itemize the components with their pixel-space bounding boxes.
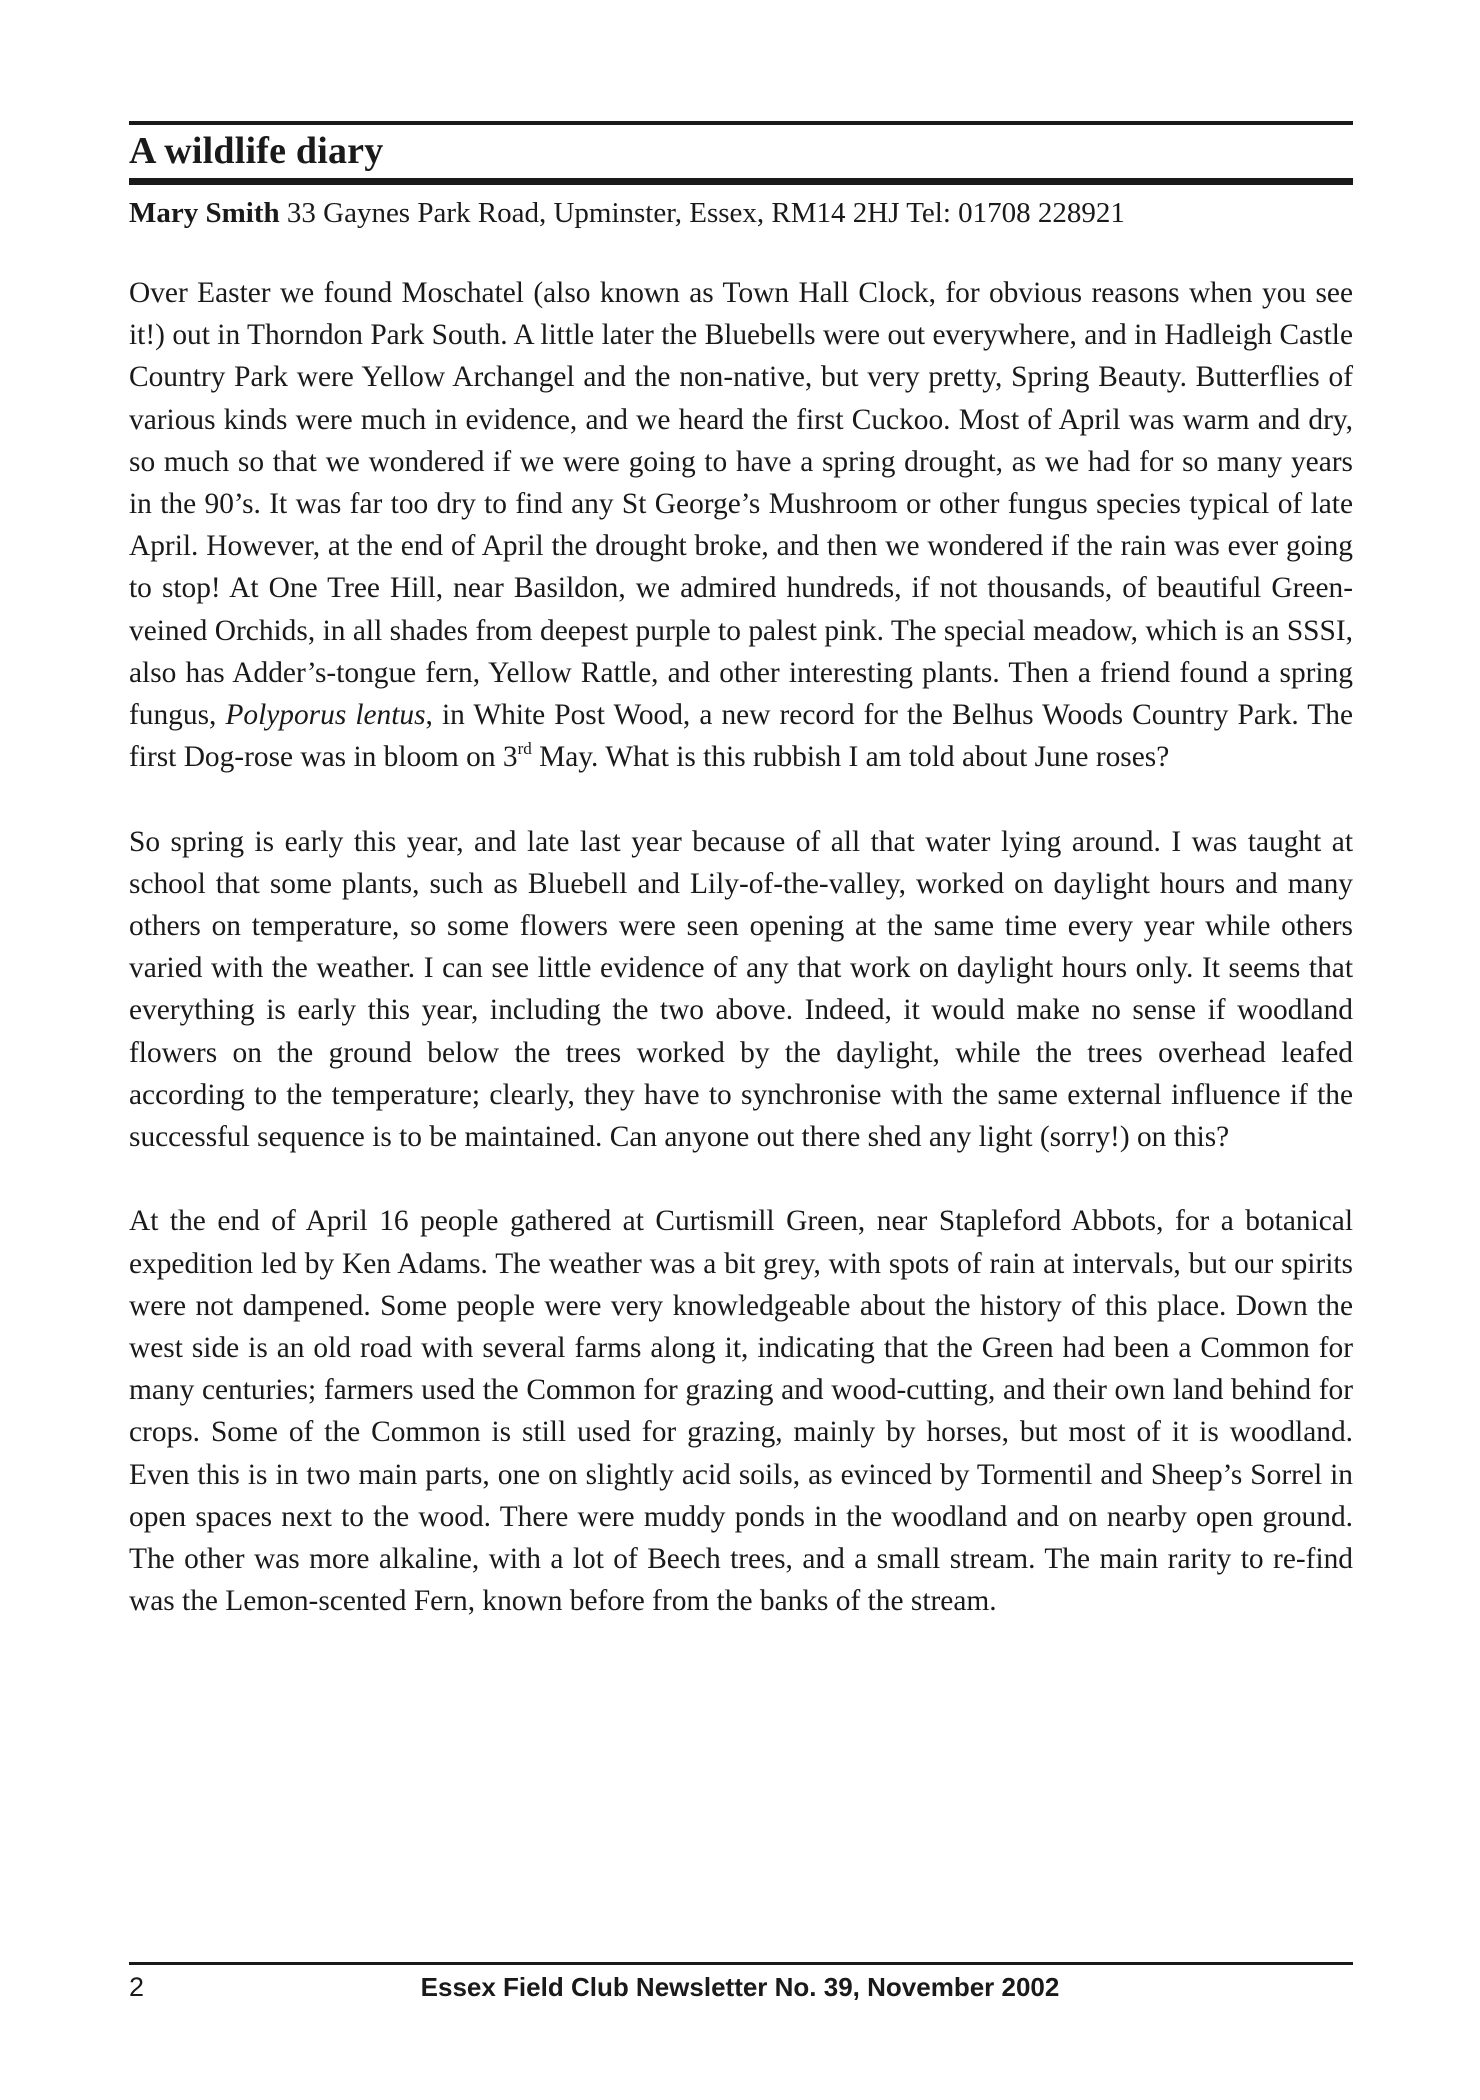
publication-title: Essex Field Club Newsletter No. 39, November 2002 xyxy=(420,1972,1060,2002)
author-address: 33 Gaynes Park Road, Upminster, Essex, RM14 2HJ Tel: 01708 228921 xyxy=(286,197,1125,229)
page-number: 2 xyxy=(129,1972,145,2002)
paragraph-3: At the end of April 16 people gathered at Curtismill Green, near Stapleford Abbots, for a botanical expedition led by Ken Adams. The weather was a bit grey, with spots of rain at intervals, but our spirits were not dampened. Some people were very knowledgeable about the history of this place. Down the west side is an old road with several farms along it, indicating that the Green had been a Common for many centuries; farmers used the Common for grazing and wood-cutting, and their own land behind for crops. Some of the Common is still used for grazing, mainly by horses, but most of it is woodland. Even this is in two main parts, one on slightly acid soils, as evinced by Tormentil and Sheep’s Sorrel in open spaces next to the wood. There were muddy ponds in the woodland and on nearby open ground. The other was more alkaline, with a lot of Beech trees, and a small stream. The main rarity to re-find was the Lemon-scented Fern, known before from the banks of the stream. xyxy=(129,1205,1353,1618)
article-title: A wildlife diary xyxy=(129,130,384,172)
title-rule xyxy=(129,178,1353,185)
paragraph-1-text-c: May. What is this rubbish I am told about June roses? xyxy=(531,741,1170,774)
article-body xyxy=(129,272,1353,1665)
species-name: Polyporus lentus xyxy=(225,699,426,732)
paragraph-1 xyxy=(129,272,1353,778)
ordinal-suffix: rd xyxy=(517,739,532,759)
byline xyxy=(129,193,1353,233)
author-name: Mary Smith xyxy=(129,197,280,229)
paragraph-2: So spring is early this year, and late last year because of all that water lying around. I was taught at school that some plants, such as Bluebell and Lily-of-the-valley, worked on daylight hours and many others on temperature, so some flowers were seen opening at the same time every year while others varied with the weather. I can see little evidence of any that work on daylight hours only. It seems that everything is early this year, including the two above. Indeed, it would make no sense if woodland flowers on the ground below the trees worked by the daylight, while the trees overhead leafed according to the temperature; clearly, they have to synchronise with the same external influence if the successful sequence is to be maintained. Can anyone out there shed any light (sorry!) on this? xyxy=(129,825,1353,1154)
paragraph-1-text-b: , in White Post Wood, a new record for the Belhus Woods Country Park. The first Dog-rose was in bloom on 3 xyxy=(129,699,1353,774)
paragraph-1-text-a: Over Easter we found Moschatel (also known as Town Hall Clock, for obvious reasons when you see it!) out in Thorndon Park South. A little later the Bluebells were out everywhere, and in Hadleigh Castle Country Park were Yellow Archangel and the non-native, but very pretty, Spring Beauty. Butterflies of various kinds were much in evidence, and we heard the first Cuckoo. Most of April was warm and dry, so much so that we wondered if we were going to have a spring drought, as we had for so many years in the 90’s. It was far too dry to find any St George’s Mushroom or other fungus species typical of late April. However, at the end of April the drought broke, and then we wondered if the rain was ever going to stop! At One Tree Hill, near Basildon, we admired hundreds, if not thousands, of beautiful Green-veined Orchids, in all shades from deepest purple to palest pink. The special meadow, which is an SSSI, also has Adder’s-tongue fern, Yellow Rattle, and other interesting plants. Then a friend found a spring fungus, xyxy=(129,277,1353,732)
